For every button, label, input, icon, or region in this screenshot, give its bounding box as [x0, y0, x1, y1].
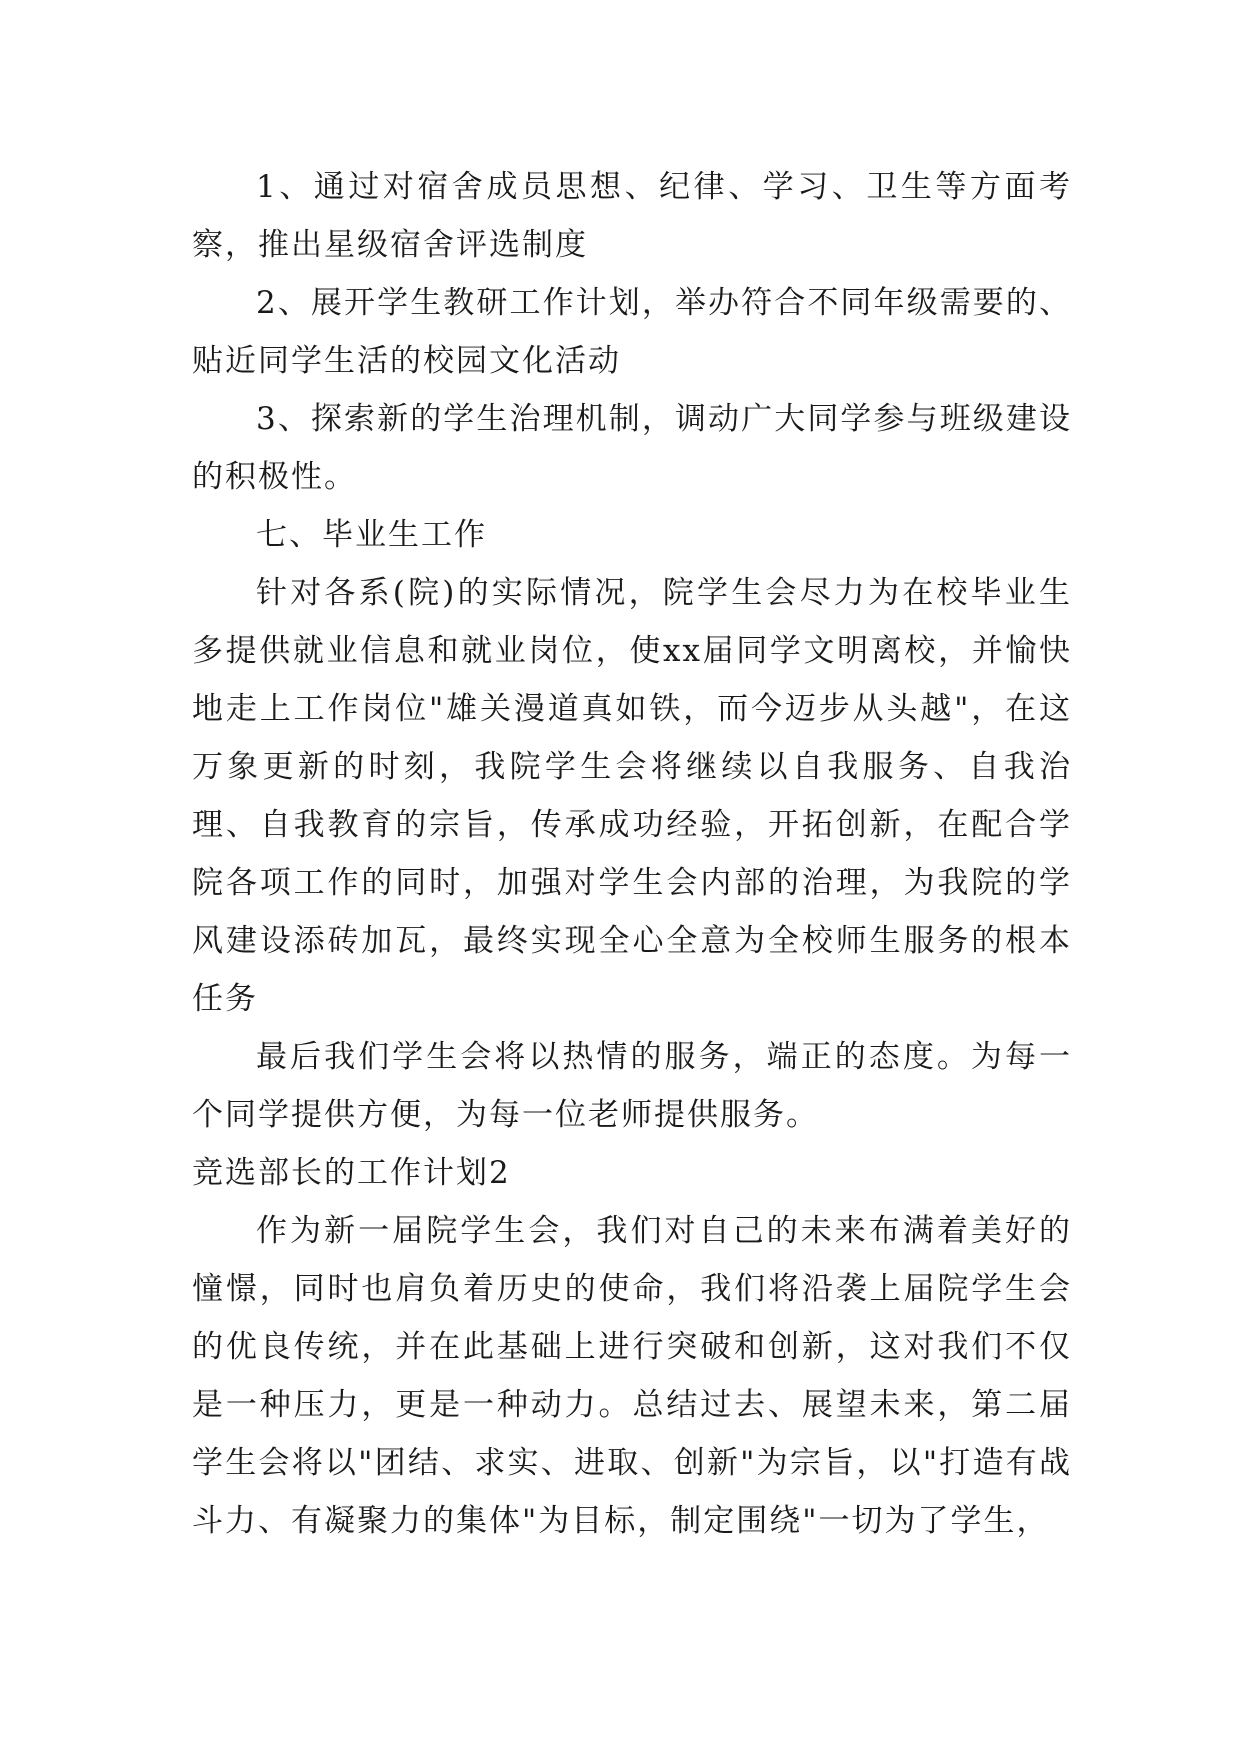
list-item-3: 3、探索新的学生治理机制，调动广大同学参与班级建设的积极性。 [192, 401, 1072, 495]
intro-paragraph: 作为新一届院学生会，我们对自己的未来布满着美好的憧憬，同时也肩负着历史的使命，我们将沿袭上届院学生会的优良传统，并在此基础上进行突破和创新，这对我们不仅是一种压力，更是一种动力。总结过去、展望未来，第二届学生会将以"团结、求实、进取、创新"为宗旨，以"打造有战斗力、有凝聚力的集体"为目标，制定围绕"一切为了学生， [192, 1213, 1072, 1539]
list-item-2: 2、展开学生教研工作计划，举办符合不同年级需要的、贴近同学生活的校园文化活动 [192, 285, 1072, 379]
document-subtitle: 竞选部长的工作计划2 [192, 1155, 511, 1191]
closing-paragraph: 最后我们学生会将以热情的服务，端正的态度。为每一个同学提供方便，为每一位老师提供服务。 [192, 1039, 1072, 1133]
graduate-paragraph: 针对各系(院)的实际情况，院学生会尽力为在校毕业生多提供就业信息和就业岗位，使xx届同学文明离校，并愉快地走上工作岗位"雄关漫道真如铁，而今迈步从头越"，在这万象更新的时刻，我院学生会将继续以自我服务、自我治理、自我教育的宗旨，传承成功经验，开拓创新，在配合学院各项工作的同时，加强对学生会内部的治理，为我院的学风建设添砖加瓦，最终实现全心全意为全校师生服务的根本任务 [192, 575, 1072, 1017]
document-body [192, 158, 1072, 1550]
section-heading: 七、毕业生工作 [256, 517, 487, 553]
list-item-1: 1、通过对宿舍成员思想、纪律、学习、卫生等方面考察，推出星级宿舍评选制度 [192, 169, 1072, 263]
